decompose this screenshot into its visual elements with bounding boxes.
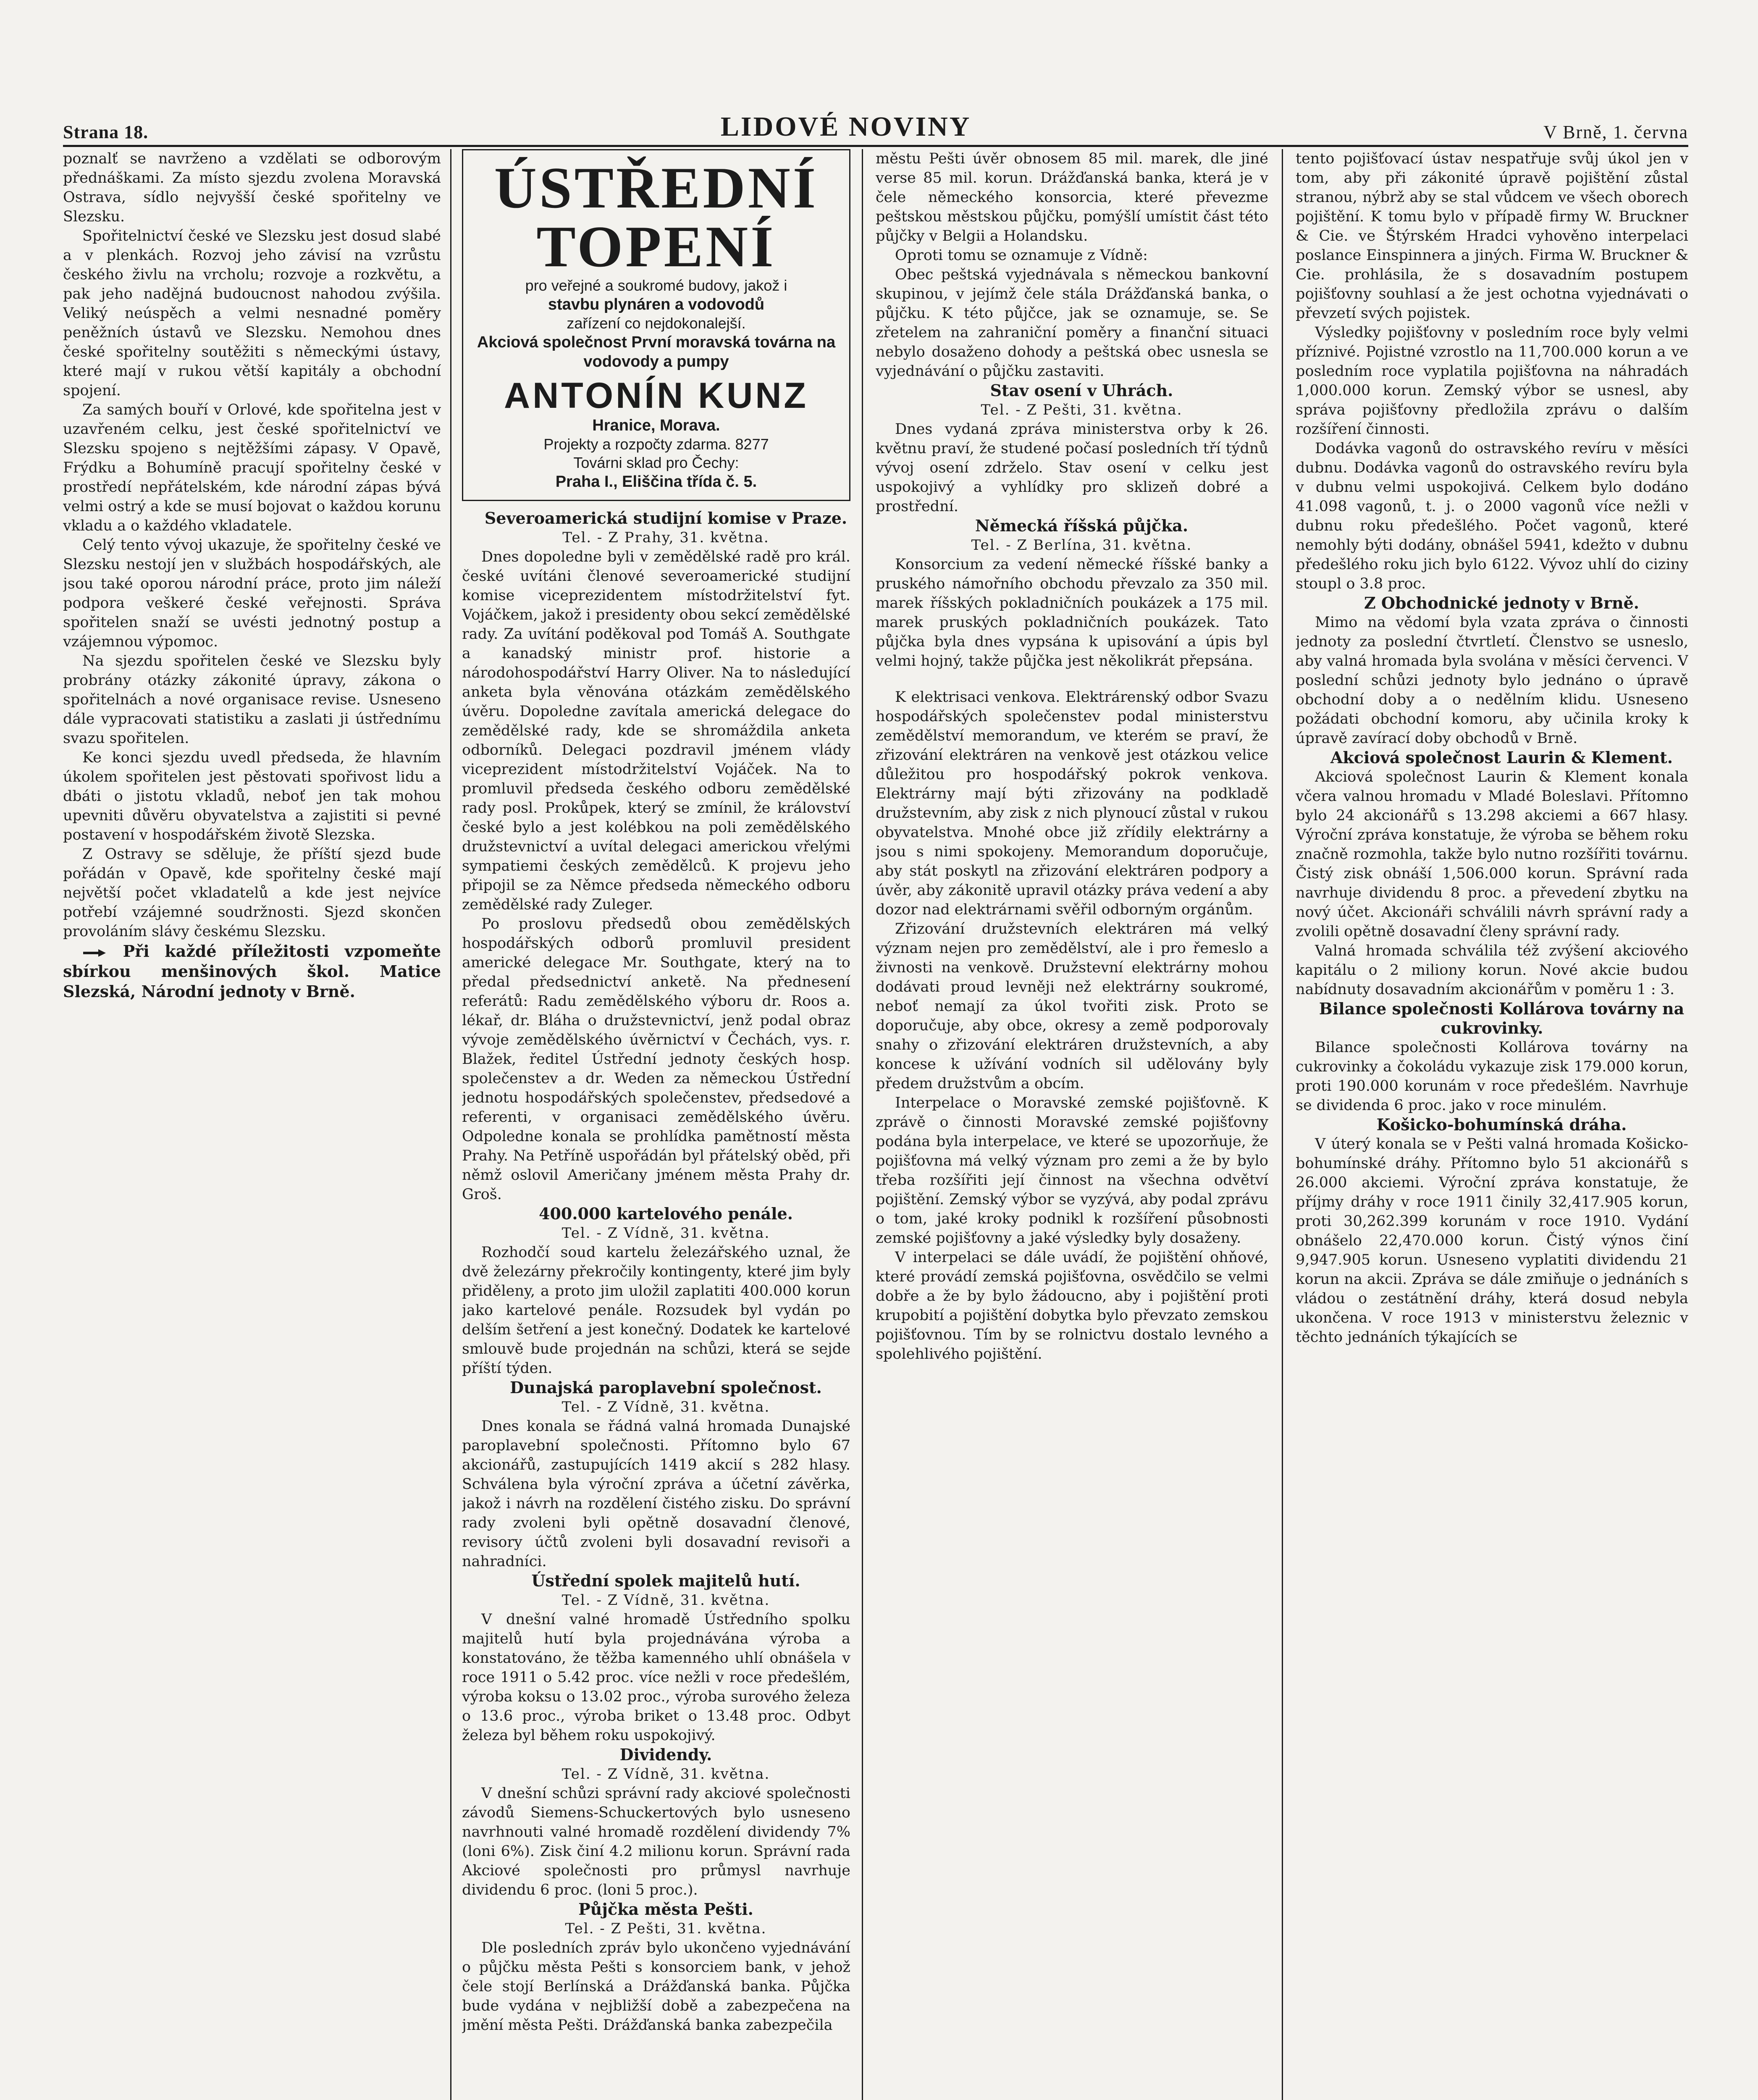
column-2 xyxy=(462,149,850,2100)
article xyxy=(462,1745,850,1900)
ad-address: Praha I., Eliščina třída č. 5. xyxy=(555,473,757,491)
article-title: Dividendy. xyxy=(619,1745,712,1764)
article xyxy=(462,509,850,1204)
article-paragraph: Konsorcium za vedení německé říšské banky a pruského námořního obchodu převzalo za 350 mil. marek říšských pokladničních poukázek a 175 mil. marek pruských pokladničních poukázek. Tato půjčka byla dnes vypsána k upisování a úpis byl velmi hojný, takže půjčka jest několikrát přepsána. xyxy=(876,556,1268,669)
header-rule xyxy=(63,145,1688,147)
article-paragraph: Dle posledních zpráv bylo ukončeno vyjednávání o půjčku města Pešti s konsorciem bank, v jehož čele stojí Berlínská a Drážďanská banka. Půjčka bude vydána v nejbližší době a zabezpečena na jmění města Pešti. Drážďanská banka zabezpečila xyxy=(462,1940,850,2034)
article-paragraph: Dnes konala se řádná valná hromada Dunajské paroplavební společnosti. Přítomno bylo 67 akcionářů, zastupujících 1419 akcií s 282 hlasy. Schválena byla výroční zpráva a účetní závěrka, jakož i návrh na rozdělení čistého zisku. Do správní rady zvoleni byli opětně dosavadní členové, revisory účtů zvoleni byli dosavadní revisoři a nahradníci. xyxy=(462,1418,850,1570)
article-paragraph: Po proslovu předsedů obou zemědělských hospodářských odborů promluvil president americké delegace Mr. Southgate, který na to předal předsednictví anketě. Na přednesení referátů: Radu zemědělského výboru dr. Roos a. lékař, dr. Bláha o družstevnictví, jenž podal obraz vývoje zemědělského úvěrnictví v Čechách, vys. r. Blažek, ředitel Ústřední jednoty českých hosp. společenstev a dr. Weden za německou Ústřední jednotu hospodářských společenstev, předsedové a referenti, v organisaci zemědělského úvěru. Odpoledne konala se prohlídka pamětností města Prahy. Na Petříně uspořádán byl přátelský oběd, při němž oslovil Američany jménem města Prahy dr. Groš. xyxy=(462,916,850,1203)
article-paragraph: Na sjezdu spořitelen české ve Slezsku byly probrány otázky zákonité úpravy, zákona o spořitelnách a nové organisace revise. Usneseno dále vypracovati statistiku a zaslati ji ústřednímu svazu spořitelen. xyxy=(63,653,441,747)
article-paragraph: V interpelaci se dále uvádí, že pojištění ohňové, které provádí zemská pojišťovna, osvědčilo se velmi dobře a že by bylo žádoucno, aby i pojištění proti krupobití a pojištění dobytka bylo převzato zemskou pojišťovnou. Tím by se rolnictvu dostalo levného a spolehlivého pojištění. xyxy=(876,1249,1268,1362)
article xyxy=(1296,748,1688,999)
article-paragraph: Celý tento vývoj ukazuje, že spořitelny české ve Slezsku nestojí jen v službách hospodářských, ale jsou také oporou národní práce, proto jim náleží podpora veškeré české veřejnosti. Správa spořitelen snaží se uvésti jednotný postup a vzájemnou výpomoc. xyxy=(63,537,441,650)
article-paragraph: Spořitelnictví české ve Slezsku jest dosud slabé a v plenkách. Rozvoj jeho závisí na vzrůstu českého živlu na vrcholu; rozvoje a rozkvětu, a pak jeho nadějná budoucnost nahodou zvýšila. Veliký neúspěch a velmi nesnadné poměry peněžních ústavů ve Slezsku. Nemohou dnes české spořitelny soutěžiti s německými ústavy, které mají v rukou větší kapitály a obchodní spojení. xyxy=(63,228,441,399)
article-title: Německá říšská půjčka. xyxy=(975,516,1189,535)
article-paragraph: Bilance společnosti Kollárova továrny na cukrovinky a čokoládu vykazuje zisk 179.000 korun, proti 190.000 korunám v roce předešlém. Navrhuje se dividenda 6 proc. jako v roce minulém. xyxy=(1296,1039,1688,1114)
article-paragraph: Valná hromada schválila též zvýšení akciového kapitálu o 2 miliony korun. Nové akcie budou nabídnuty dosavadním akcionářům v poměru 1 : 3. xyxy=(1296,942,1688,998)
article-title: 400.000 kartelového penále. xyxy=(539,1204,793,1223)
article-title: Půjčka města Pešti. xyxy=(578,1900,753,1919)
article-dateline: Tel. - Z Pešti, 31. května. xyxy=(565,1920,767,1937)
article xyxy=(876,381,1268,516)
column-1 xyxy=(63,149,441,2100)
article xyxy=(876,688,1268,1364)
article-title: Severoamerická studijní komise v Praze. xyxy=(484,509,848,528)
article-paragraph: Dodávka vagonů do ostravského revíru v měsíci dubnu. Dodávka vagonů do ostravského revíru byla v dubnu velmi uspokojivá. Celkem bylo dodáno 41.098 vagonů, t. j. o 2000 vagonů více nežli v dubnu roku předešlého. Počet vagonů, které nemohly býti dodány, obnášel 5941, kdežto v dubnu předešlého roku jich bylo 6122. Vývoz uhlí do ciziny stoupl o 3.8 proc. xyxy=(1296,440,1688,592)
article-dateline: Tel. - Z Vídně, 31. května. xyxy=(562,1592,770,1609)
article-paragraph: Oproti tomu se oznamuje z Vídně: xyxy=(895,247,1148,264)
column-4 xyxy=(1296,149,1688,2100)
article-dateline: Tel. - Z Berlína, 31. května. xyxy=(971,537,1192,554)
article xyxy=(1296,593,1688,748)
article-paragraph: Dnes dopoledne byli v zemědělské radě pro král. české uvítáni členové severoamerické studijní komise viceprezidentem místodržitelství fyt. Vojáčkem, jakož i presidenty obou sekcí zemědělské rady. Za uvítání poděkoval pod Tomáš A. Southgate a kanadský ministr prof. historie a národohospodářství Harry Oliver. Na to následující anketa byla věnována otázkám zemědělského úvěru. Dopoledne zavítala americká delegace do zemědělské rady, kde se shromáždila anketa odborníků. Delegaci pozdravil jménem vlády viceprezident místodržitelství Vojáček. Na to promluvil předseda českého odboru zemědělské rady posl. Prokůpek, který se zmínil, že království české bylo a jest kolébkou na poli zemědělského družstevnictví a uvítal delegaci americkou vřelými sympatiemi českých zemědělců. K projevu jeho připojil se za Němce předseda německého odboru zemědělské rady Zuleger. xyxy=(462,549,850,913)
article-paragraph: V dnešní valné hromadě Ústředního spolku majitelů hutí byla projednávána výroba a konstatováno, že těžba kamenného uhlí obnášela v roce 1911 o 5.42 proc. více nežli v roce předešlém, výroba koksu o 13.02 proc., výroba surového železa o 13.6 proc., výroba briket o 13.48 proc. Odbyt železa byl během roku uspokojivý. xyxy=(462,1611,850,1744)
ad-headline-1: ÚSTŘEDNÍ xyxy=(494,155,819,220)
article-paragraph: Akciová společnost Laurin & Klement konala včera valnou hromadu v Mladé Boleslavi. Přítomno bylo 24 akcionářů s 13.298 akciemi a 667 hlasy. Výroční zpráva konstatuje, že výroba se během roku značně rozmohla, takže bylo nutno rozšířiti továrnu. Čistý zisk obnáší 1,506.000 korun. Správní rada navrhuje dividendu 8 proc. a převedení zbytku na nový účet. Akcionáři schválili návrh správní rady a zvolili opětně dosavadní členy správní rady. xyxy=(1296,769,1688,940)
article-paragraph: V dnešní schůzi správní rady akciové společnosti závodů Siemens-Schuckertových bylo usneseno navrhnouti valné hromadě rozdělení dividendy 7% (loni 6%). Zisk činí 4.2 milionu korun. Správní rada Akciové společnosti pro průmysl navrhuje dividendu 6 proc. (loni 5 proc.). xyxy=(462,1785,850,1898)
article-paragraph: Dnes vydaná zpráva ministerstva orby k 26. květnu praví, že studené počasí posledních tří týdnů vývoj osení zdrželo. Stav osení v celku jest uspokojivý a vyhlídky pro sklizeň dobré a prostřední. xyxy=(876,421,1268,515)
article xyxy=(462,1378,850,1571)
article-paragraph: Ke konci sjezdu uvedl předseda, že hlavním úkolem spořitelen jest pěstovati spořivost lidu a dbáti o jistotu vkladů, neboť jen tak mohou upevniti důvěru obyvatelstva a zajistiti si pevné postavení v hospodářském životě Slezska. xyxy=(63,749,441,843)
article-title: Bilance společnosti Kollárova továrny na cukrovinky. xyxy=(1319,999,1685,1037)
column-divider-2 xyxy=(862,149,863,2100)
ad-line-5: Továrni sklad pro Čechy: xyxy=(573,454,739,471)
article-dateline: Tel. - Z Vídně, 31. května. xyxy=(562,1225,770,1242)
ad-line-3: Akciová společnost První moravská továrna na vodovody a pumpy xyxy=(477,333,836,370)
article-title: Dunajská paroplavební společnost. xyxy=(510,1378,822,1397)
article xyxy=(1296,999,1688,1115)
notice-text: Při každé příležitosti vzpomeňte sbírkou menšinových škol. Matice Slezská, Národní jednoty v Brně. xyxy=(63,942,441,1001)
article-paragraph: Zřizování družstevních elektráren má velký význam nejen pro zemědělství, ale i pro řemeslo a živnosti na venkově. Družstevní elektrárny mohou dodávati proud levněji než elektrárny soukromé, neboť nemají za úkol tvořiti zisk. Proto se doporučuje, aby obce, okresy a země podporovaly snahy o zřizování elektráren družstevních, a aby koncese k užívání vodních sil udělovány byly předem družstvům a obcím. xyxy=(876,921,1268,1092)
article-dateline: Tel. - Z Vídně, 31. května. xyxy=(562,1766,770,1782)
article-paragraph: Rozhodčí soud kartelu železářského uznal, že dvě železárny překročily kontingenty, které jim byly přiděleny, a proto jim uložil zaplatiti 400.000 korun jako kartelové penále. Rozsudek byl vydán po delším šetření a jest konečný. Dodatek ke kartelové smlouvě bude projednán na schůzi, která se sejde příští týden. xyxy=(462,1244,850,1377)
article xyxy=(462,1900,850,2035)
article-paragraph: K elektrisaci venkova. Elektrárenský odbor Svazu hospodářských společenstev podal ministerstvu zemědělství memorandum, ve kterém se praví, že zřizování elektráren na venkově jest otázkou velice důležitou pro hospodářský pokrok venkova. Elektrárny mají býti zřizovány na podkladě družstevním, aby zisk z nich plynoucí zůstal v rukou obyvatelstva. Mnohé obce již zřídily elektrárny a jsou s nimi spokojeny. Memorandum doporučuje, aby stát poskytl na zřizování elektráren podpory a úvěr, aby zákonitě upravil otázky práva vedení a aby dozor nad elektrárnami svěřil odborným orgánům. xyxy=(876,689,1268,918)
masthead: LIDOVÉ NOVINY xyxy=(720,111,971,142)
ad-company-name: ANTONÍN KUNZ xyxy=(504,375,808,416)
pointing-hand-icon xyxy=(82,947,108,959)
ad-line-1: stavbu plynáren a vodovodů xyxy=(548,296,765,313)
page-header xyxy=(63,105,1688,143)
article-paragraph: Obec peštská vyjednávala s německou bankovní skupinou, v jejímž čele stála Drážďanská banka, o půjčku. K této půjčce, jak se oznamuje, se. Se zřetelem na zahraniční poměry a finanční situaci nebylo dosaženo dohody a peštská obec usnesla se vyjednávání o půjčku zastaviti. xyxy=(876,266,1268,380)
notice-block xyxy=(63,941,441,1002)
advertisement-kunz xyxy=(462,149,850,501)
ad-headline-2: TOPENÍ xyxy=(536,214,776,279)
article-paragraph: tento pojišťovací ústav nespatřuje svůj úkol jen v tom, aby při zákonité úpravě pojištění zůstal stranou, nýbrž aby se stal vůdcem ve všech oborech pojištění. K tomu bylo v případě firmy W. Bruckner & Cie. ve Štýrském Hradci vyhověno interpelaci poslance Einspinnera a jiných. Firma W. Bruckner & Cie. prohlásila, že s dosavadním postupem pojišťovny souhlasí a že jest ochotna vyjednávati o převzetí svých pojistek. xyxy=(1296,150,1688,322)
issue-date: V Brně, 1. června xyxy=(1543,122,1688,142)
ad-location: Hranice, Morava. xyxy=(592,417,720,434)
article-dateline: Tel. - Z Pešti, 31. května. xyxy=(981,402,1183,418)
article xyxy=(462,1204,850,1378)
article-paragraph: V úterý konala se v Pešti valná hromada Košicko-bohumínské dráhy. Přítomno bylo 51 akcionářů s 26.000 akciemi. Výroční zpráva konstatuje, že příjmy dráhy v roce 1911 činily 32,417.905 korun, proti 30,262.399 korunám v roce 1910. Vydání obnášelo 22,470.000 korun. Čistý výnos činí 9,947.905 korun. Usneseno vyplatiti dividendu 21 korun na akcii. Zpráva se dále zmiňuje o jednáních s vládou o zestátnění dráhy, která dosud nebyla ukončena. V roce 1913 v ministerstvu železnic v těchto jednáních týkajících se xyxy=(1296,1136,1688,1346)
article xyxy=(462,1571,850,1745)
article-title: Akciová společnost Laurin & Klement. xyxy=(1330,748,1673,767)
column-3 xyxy=(876,149,1268,2100)
article-paragraph: Interpelace o Moravské zemské pojišťovně. K zprávě o činnosti Moravské zemské pojišťovny podána byla interpelace, ve které se upozorňuje, že pojišťovna má velký význam pro zemi a že by bylo třeba rozšířiti její činnost na všechna odvětví pojištění. Zemský výbor se vyzývá, aby podal zprávu o tom, jaké kroky podnikl k rozšíření působnosti zemské pojišťovny a jaké výsledky byly dosaženy. xyxy=(876,1095,1268,1247)
ad-side-text: pro veřejné a soukromé budovy, jakož i xyxy=(525,277,787,294)
article-paragraph: Výsledky pojišťovny v posledním roce byly velmi příznivé. Pojistné vzrostlo na 11,700.000 korun a ve posledním roce vyplatila pojišťovna na náhradách 1,000.000 korun. Zemský výbor se usnesl, aby správa pojišťovny předložila zprávu o dalším rozšíření činnosti. xyxy=(1296,324,1688,438)
article-paragraph: městu Pešti úvěr obnosem 85 mil. marek, dle jiné verse 85 mil. korun. Drážďanská banka, která je v čele německého konsorcia, které převezme peštskou městskou půjčku, pomýšlí umístit část této půjčky v Belgii a Holandsku. xyxy=(876,150,1268,244)
article xyxy=(876,149,1268,381)
article xyxy=(1296,149,1688,593)
article-paragraph: Za samých bouří v Orlové, kde spořitelna jest v uzavřeném celku, jest české spořitelnictví ve Slezsku spojeno s nejtěžšími zápasy. V Opavě, Frýdku a Bohumíně pracují spořitelny české v prostředí nepřátelském, kde národní zápas bývá velmi ostrý a kde se musí bojovat o každou korunu vkladu a o každého vkladatele. xyxy=(63,402,441,534)
article-title: Stav osení v Uhrách. xyxy=(990,381,1173,400)
article-title: Z Obchodnické jednoty v Brně. xyxy=(1364,593,1640,612)
ad-line-4: Projekty a rozpočty zdarma. 8277 xyxy=(543,436,769,453)
column-divider-1 xyxy=(450,149,451,2100)
article-title: Košicko-bohumínská dráha. xyxy=(1376,1115,1627,1134)
column-divider-3 xyxy=(1282,149,1283,2100)
article-paragraph: Z Ostravy se sděluje, že příští sjezd bude pořádán v Opavě, kde spořitelny české mají největší počet vkladatelů a kde jest nejvíce potřebí vzájemné soudržnosti. Sjezd skončen provoláním slávy českému Slezsku. xyxy=(63,846,441,940)
article-dateline: Tel. - Z Vídně, 31. května. xyxy=(562,1399,770,1415)
article-paragraph: Mimo na vědomí byla vzata zpráva o činnosti jednoty za poslední čtvrtletí. Členstvo se usneslo, aby valná hromada byla svolána v měsíci červenci. V poslední schůzi jednoty bylo jednáno o úpravě obchodní doby a o nedělním klidu. Usneseno požádati obchodní komoru, aby učinila kroky k úpravě zavírací doby obchodů v Brně. xyxy=(1296,614,1688,747)
article xyxy=(876,516,1268,671)
article-title: Ústřední spolek majitelů hutí. xyxy=(531,1571,800,1590)
page-number: Strana 18. xyxy=(63,122,149,142)
ad-line-2: zařízení co nejdokonalejší. xyxy=(567,315,746,332)
article-paragraph: poznalť se navrženo a vzdělati se odborovým přednáškami. Za místo sjezdu zvolena Moravská Ostrava, sídlo nejvyšší české spořitelny ve Slezsku. xyxy=(63,150,441,225)
article-dateline: Tel. - Z Prahy, 31. května. xyxy=(562,529,769,546)
article xyxy=(1296,1115,1688,1347)
